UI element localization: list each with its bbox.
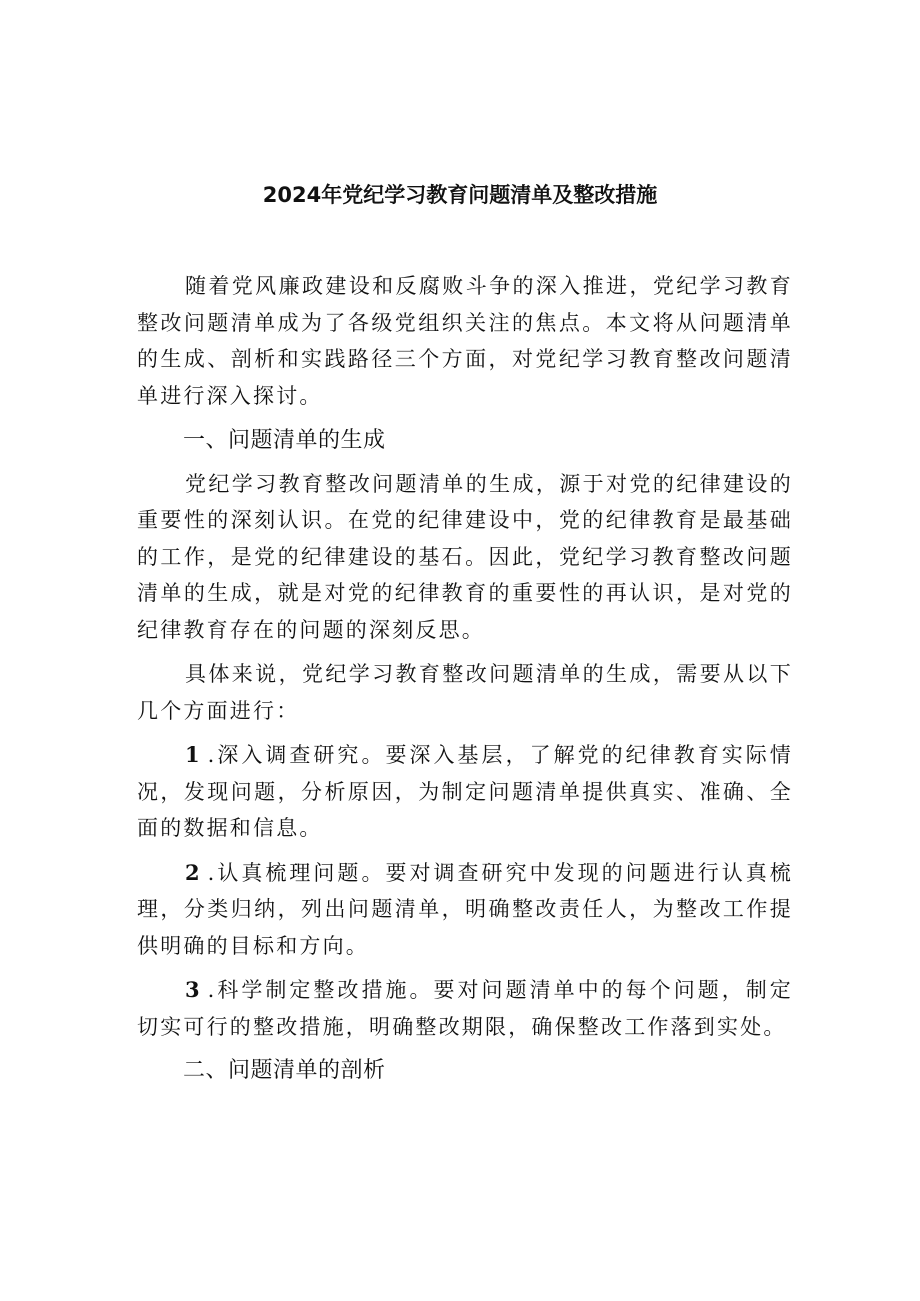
list-item-text: .认真梳理问题。要对调查研究中发现的问题进行认真梳理，分类归纳，列出问题清单，明确整改责任人，为整改工作提供明确的目标和方向。 [137,860,793,958]
list-item-number: 2 [185,859,208,885]
list-item-3 [137,972,793,1045]
document-title: 2024年党纪学习教育问题清单及整改措施 [262,183,658,207]
section1-paragraph-2: 具体来说，党纪学习教育整改问题清单的生成，需要从以下几个方面进行： [137,662,793,723]
document-body [137,268,793,1090]
list-item-2 [137,855,793,965]
list-item-1 [137,737,793,847]
section1-paragraph-1: 党纪学习教育整改问题清单的生成，源于对党的纪律建设的重要性的深刻认识。在党的纪律建设中，党的纪律教育是最基础的工作，是党的纪律建设的基石。因此，党纪学习教育整改问题清单的生成，就是对党的纪律教育的重要性的再认识，是对党的纪律教育存在的问题的深刻反思。 [137,471,793,642]
list-item-number: 1 [185,742,208,767]
section-heading-2: 二、问题清单的剖析 [183,1058,386,1083]
section-heading-1: 一、问题清单的生成 [183,428,386,453]
intro-paragraph: 随着党风廉政建设和反腐败斗争的深入推进，党纪学习教育整改问题清单成为了各级党组织关注的焦点。本文将从问题清单的生成、剖析和实践路径三个方面，对党纪学习教育整改问题清单进行深入探讨。 [137,274,793,408]
list-item-text: .深入调查研究。要深入基层，了解党的纪律教育实际情况，发现问题，分析原因，为制定问题清单提供真实、准确、全面的数据和信息。 [137,743,793,840]
list-item-number: 3 [185,977,208,1002]
list-item-text: .科学制定整改措施。要对问题清单中的每个问题，制定切实可行的整改措施，明确整改期限，确保整改工作落到实处。 [137,978,793,1039]
